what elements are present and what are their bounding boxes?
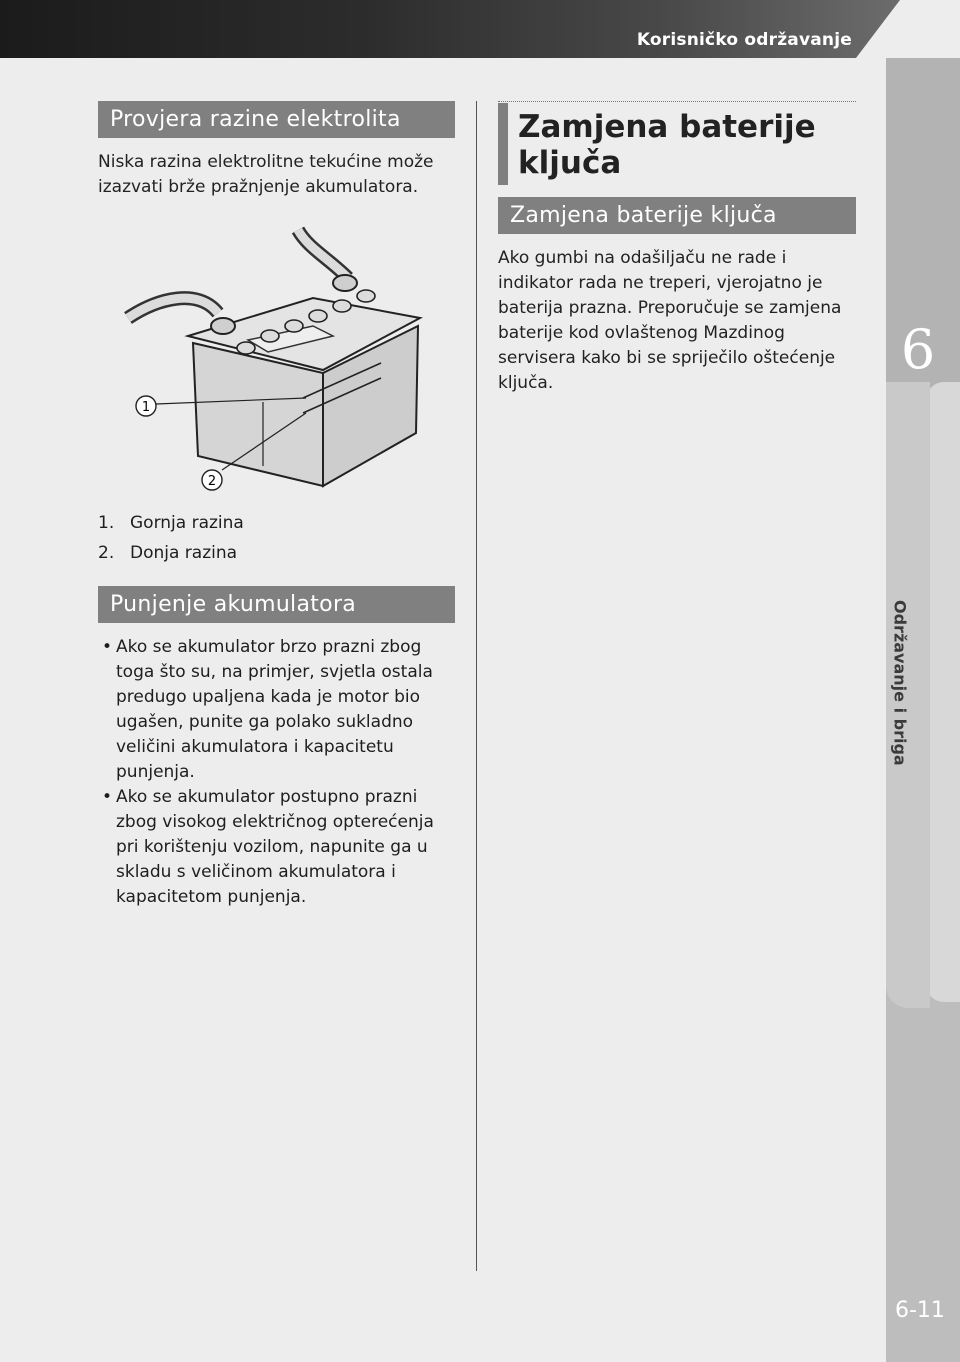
legend-number: 1.	[98, 513, 115, 533]
charging-bullets	[98, 635, 455, 910]
callout-1: 1	[141, 400, 151, 415]
section-title-charging: Punjenje akumulatora	[98, 586, 455, 623]
legend-item	[98, 508, 455, 538]
bullet-dot: •	[101, 637, 113, 657]
chapter-label: Održavanje i briga	[890, 600, 910, 766]
battery-illustration	[98, 218, 455, 498]
header-title: Korisničko održavanje	[636, 30, 852, 50]
bullet-item	[98, 635, 455, 785]
section-title-electrolyte: Provjera razine elektrolita	[98, 101, 455, 138]
left-column	[98, 101, 455, 910]
bullet-text: Ako se akumulator brzo prazni zbog toga što su, na primjer, svjetla ostala predugo upaljena kada je motor bio ugašen, punite ga polako sukladno veličini akumulatora i kapacitetu punjenja.	[116, 637, 433, 782]
legend-item	[98, 538, 455, 568]
column-divider	[476, 101, 477, 1271]
page-number: 6-11	[895, 1298, 945, 1323]
callout-2: 2	[207, 474, 217, 489]
section-title-key-battery: Zamjena baterije ključa	[498, 197, 856, 234]
big-title-bar	[498, 103, 508, 185]
legend-number: 2.	[98, 543, 115, 563]
bullet-text: Ako se akumulator postupno prazni zbog visokog električnog opterećenja pri korištenju vozilom, napunite ga u skladu s veličinom akumulatora i kapacitetom punjenja.	[116, 787, 434, 907]
bullet-item	[98, 785, 455, 910]
chapter-number: 6	[900, 318, 936, 381]
side-tab-active	[926, 382, 960, 1002]
right-column	[498, 101, 858, 396]
big-title-block	[498, 103, 858, 185]
legend-text: Gornja razina	[130, 513, 244, 533]
big-title: Zamjena baterije ključa	[518, 109, 816, 181]
battery-figure	[98, 218, 455, 498]
bullet-dot: •	[101, 787, 113, 807]
key-battery-paragraph: Ako gumbi na odašiljaču ne rade i indikator rada ne treperi, vjerojatno je baterija prazna. Preporučuje se zamjena baterije kod ovlaštenog Mazdinog servisera kako bi se spriječilo oštećenje ključa.	[498, 248, 842, 393]
electrolyte-paragraph: Niska razina elektrolitne tekućine može izazvati brže pražnjenje akumulatora.	[98, 152, 434, 197]
figure-legend	[98, 508, 455, 568]
legend-text: Donja razina	[130, 543, 238, 563]
